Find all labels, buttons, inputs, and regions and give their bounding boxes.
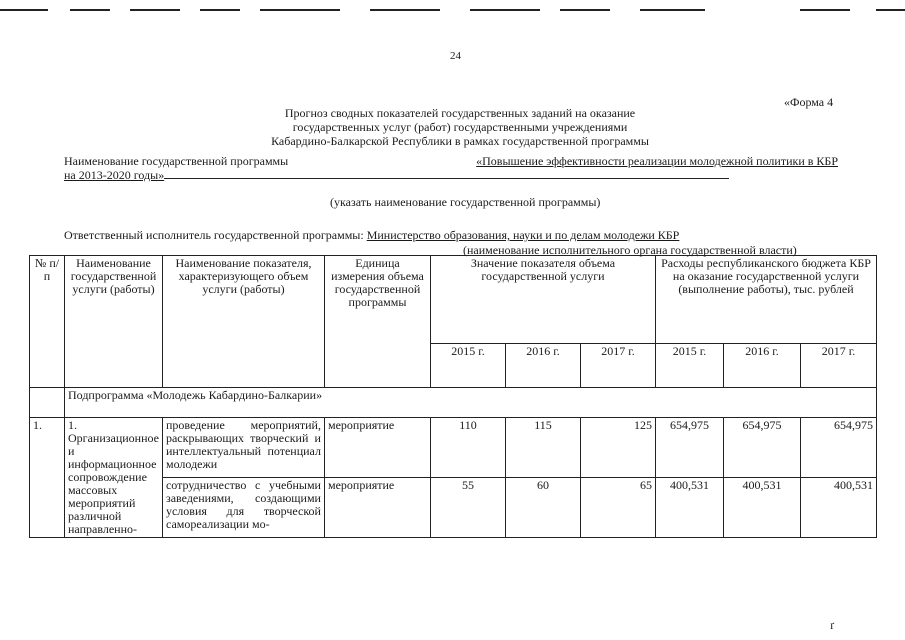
header-num: № п/п: [30, 256, 65, 388]
scan-dash: [0, 9, 48, 11]
program-hint: (указать наименование государственной программы): [330, 195, 601, 209]
scan-dash: [876, 9, 905, 11]
value-cell: 125: [580, 418, 655, 478]
title-line: Прогноз сводных показателей государственных заданий на оказание: [284, 106, 636, 120]
forecast-table: [29, 255, 877, 538]
year-header: 2015 г.: [430, 344, 505, 388]
year-header: 2017 г.: [800, 344, 876, 388]
scan-dash: [370, 9, 440, 11]
indicator-cell: сотрудничество с учебными заведениями, создающими условия для творческой самореализации мо-: [162, 478, 324, 538]
responsible-prefix: Ответственный исполнитель государственной программы:: [64, 228, 364, 242]
scan-dash: [200, 9, 240, 11]
scan-dash: [560, 9, 610, 11]
document-title: [180, 106, 740, 148]
service-name: 1. Организационное и информационное сопровождение массовых мероприятий различной направленно-: [65, 418, 163, 538]
scan-dash: [800, 9, 850, 11]
value-cell: 60: [505, 478, 580, 538]
scan-dash: [640, 9, 705, 11]
responsible-name: Министерство образования, науки и по делам молодежи КБР: [366, 228, 680, 242]
header-service: Наименование государственной услуги (работы): [65, 256, 163, 388]
program-prefix: Наименование государственной программы: [64, 154, 289, 168]
subprogram-num-cell: [30, 388, 65, 418]
program-name-line1: «Повышение эффективности реализации молодежной политики в КБР: [476, 154, 838, 168]
page-number: 24: [450, 50, 461, 62]
scan-dash: [470, 9, 540, 11]
row-number: 1.: [30, 418, 65, 538]
program-name-line2: на 2013-2020 годы»: [64, 168, 165, 182]
expense-cell: 654,975: [723, 418, 800, 478]
header-indicator: Наименование показателя, характеризующего объем услуги (работы): [162, 256, 324, 388]
year-header: 2016 г.: [505, 344, 580, 388]
scan-mark: ґ: [830, 618, 835, 632]
indicator-cell: проведение мероприятий, раскрывающих творческий и интеллектуальный потенциал молодежи: [162, 418, 324, 478]
value-cell: 65: [580, 478, 655, 538]
expense-cell: 654,975: [800, 418, 876, 478]
value-cell: 115: [505, 418, 580, 478]
subprogram-title: Подпрограмма «Молодежь Кабардино-Балкарии»: [65, 388, 877, 418]
responsible-block: [64, 228, 679, 243]
expense-cell: 400,531: [723, 478, 800, 538]
title-line: государственных услуг (работ) государственными учреждениями: [292, 120, 628, 134]
form-label: «Форма 4: [784, 95, 834, 109]
value-cell: 110: [430, 418, 505, 478]
title-line: Кабардино-Балкарской Республики в рамках государственной программы: [271, 134, 649, 148]
scan-dash: [130, 9, 180, 11]
year-header: 2015 г.: [655, 344, 723, 388]
year-header: 2017 г.: [580, 344, 655, 388]
expense-cell: 654,975: [655, 418, 723, 478]
header-value-group: Значение показателя объема государственной услуги: [430, 256, 655, 344]
scan-dash: [260, 9, 340, 11]
header-expense-group: Расходы республиканского бюджета КБР на оказание государственной услуги (выполнение работы), тыс. рублей: [655, 256, 876, 344]
expense-cell: 400,531: [655, 478, 723, 538]
program-name-block: [64, 155, 838, 182]
value-cell: 55: [430, 478, 505, 538]
header-unit: Единица измерения объема государственной программы: [324, 256, 430, 388]
unit-cell: мероприятие: [324, 418, 430, 478]
fill-line: [164, 168, 729, 179]
responsible-hint: (наименование исполнительного органа государственной власти): [463, 243, 797, 257]
year-header: 2016 г.: [723, 344, 800, 388]
unit-cell: мероприятие: [324, 478, 430, 538]
scan-dash: [70, 9, 110, 11]
expense-cell: 400,531: [800, 478, 876, 538]
